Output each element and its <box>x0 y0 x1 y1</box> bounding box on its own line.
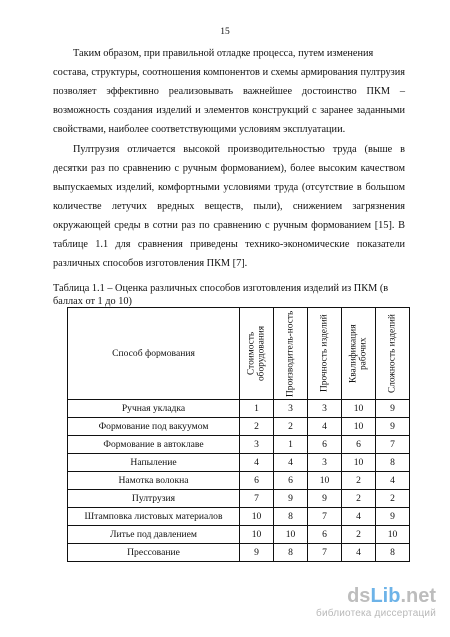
table-cell: 1 <box>274 436 308 454</box>
table-row <box>68 454 410 472</box>
paragraph-line: десятки раз по сравнению с ручным формованием), более высоким качеством <box>53 163 405 174</box>
table-cell: 6 <box>274 472 308 490</box>
watermark-subtitle: библиотека диссертаций <box>316 608 436 619</box>
table-cell: 2 <box>376 490 410 508</box>
table-cell: 1 <box>240 400 274 418</box>
header-label: Прочность изделий <box>319 314 330 393</box>
row-method-name: Прессование <box>68 544 240 562</box>
logo-ds: ds <box>347 585 371 607</box>
table-row <box>68 472 410 490</box>
table-cell: 6 <box>308 526 342 544</box>
table-caption-line: Таблица 1.1 – Оценка различных способов изготовления изделий из ПКМ (в <box>53 283 389 294</box>
table-row <box>68 526 410 544</box>
table-row <box>68 490 410 508</box>
paragraph-line: различных способов изготовления ПКМ [7]. <box>53 258 248 269</box>
table-cell: 7 <box>240 490 274 508</box>
table-cell: 10 <box>240 508 274 526</box>
table-header-row <box>68 308 410 400</box>
table-cell: 9 <box>376 400 410 418</box>
table-row <box>68 508 410 526</box>
table-cell: 2 <box>342 526 376 544</box>
table-cell: 2 <box>342 472 376 490</box>
paragraph-line: возможность создания изделий и элементов конструкций с заранее заданными <box>53 105 405 116</box>
table-cell: 6 <box>240 472 274 490</box>
table-row <box>68 544 410 562</box>
table-row <box>68 400 410 418</box>
header-label: Сложность изделий <box>387 314 398 393</box>
row-method-name: Литье под давлением <box>68 526 240 544</box>
page-number: 15 <box>220 27 230 37</box>
table-cell: 4 <box>342 508 376 526</box>
table-cell: 10 <box>342 418 376 436</box>
table-cell: 2 <box>342 490 376 508</box>
table-cell: 9 <box>376 418 410 436</box>
table-cell: 8 <box>376 544 410 562</box>
table-cell: 7 <box>308 544 342 562</box>
header-cell <box>376 308 410 400</box>
header-label: Стоимость оборудования <box>246 325 267 382</box>
header-method: Способ формования <box>68 308 240 400</box>
table-cell: 4 <box>342 544 376 562</box>
header-label: Квалификация рабочих <box>348 324 369 383</box>
row-method-name: Напыление <box>68 454 240 472</box>
logo-lib: Lib <box>370 585 401 607</box>
paragraph-line: таблице 1.1 для сравнения приведены технико-экономические показатели <box>53 239 405 250</box>
table-cell: 6 <box>342 436 376 454</box>
table-cell: 3 <box>308 454 342 472</box>
table-cell: 4 <box>274 454 308 472</box>
table-cell: 3 <box>308 400 342 418</box>
row-method-name: Формование в автоклаве <box>68 436 240 454</box>
comparison-table <box>67 307 410 562</box>
table-cell: 8 <box>274 544 308 562</box>
table-cell: 10 <box>240 526 274 544</box>
table-cell: 9 <box>308 490 342 508</box>
paragraph-line: Таким образом, при правильной отладке процесса, путем изменения <box>73 48 374 59</box>
table-cell: 10 <box>342 400 376 418</box>
row-method-name: Штамповка листовых материалов <box>68 508 240 526</box>
paragraph-line: свойствами, наиболее соответствующими условиям эксплуатации. <box>53 124 346 135</box>
table-cell: 9 <box>274 490 308 508</box>
header-cell <box>342 308 376 400</box>
table-cell: 9 <box>376 508 410 526</box>
paragraph-line: количестве летучих вредных веществ, пыли), снижением загрязнения <box>53 201 405 212</box>
table-cell: 2 <box>274 418 308 436</box>
table-cell: 9 <box>240 544 274 562</box>
paragraph-line: окружающей среды в сотни раз по сравнению с ручным формованием [15]. В <box>53 220 405 231</box>
header-label: Производитель-ность <box>285 310 296 397</box>
paragraph-2 <box>53 140 405 273</box>
paragraph-line: Пултрузия отличается высокой производительностью труда (выше в <box>73 144 405 155</box>
table-row <box>68 436 410 454</box>
header-cell <box>308 308 342 400</box>
table-cell: 8 <box>376 454 410 472</box>
header-cell <box>274 308 308 400</box>
table-cell: 2 <box>240 418 274 436</box>
table-cell: 10 <box>376 526 410 544</box>
table-cell: 3 <box>274 400 308 418</box>
header-cell <box>240 308 274 400</box>
table-cell: 10 <box>274 526 308 544</box>
paragraph-line: выпускаемых изделий, комфортными условиями труда (отсутствие в большом <box>53 182 405 193</box>
table-cell: 10 <box>342 454 376 472</box>
paragraph-line: позволяет эффективно реализовывать важнейшее достоинство ПКМ – <box>53 86 405 97</box>
table-cell: 7 <box>308 508 342 526</box>
table-row <box>68 418 410 436</box>
dslib-logo <box>316 586 436 606</box>
paragraph-line: состава, структуры, соотношения компонентов и схемы армирования пултрузия <box>53 67 405 78</box>
table-cell: 10 <box>308 472 342 490</box>
logo-net: .net <box>400 585 436 607</box>
table-caption <box>53 282 405 308</box>
table-cell: 7 <box>376 436 410 454</box>
table-cell: 6 <box>308 436 342 454</box>
dslib-watermark <box>316 586 436 619</box>
table-cell: 3 <box>240 436 274 454</box>
table-cell: 4 <box>240 454 274 472</box>
row-method-name: Формование под вакуумом <box>68 418 240 436</box>
row-method-name: Намотка волокна <box>68 472 240 490</box>
row-method-name: Пултрузия <box>68 490 240 508</box>
table-cell: 8 <box>274 508 308 526</box>
table-cell: 4 <box>308 418 342 436</box>
table-caption-line: баллах от 1 до 10) <box>53 296 132 307</box>
paragraph-1 <box>53 44 405 139</box>
row-method-name: Ручная укладка <box>68 400 240 418</box>
table-cell: 4 <box>376 472 410 490</box>
table-body <box>68 400 410 562</box>
